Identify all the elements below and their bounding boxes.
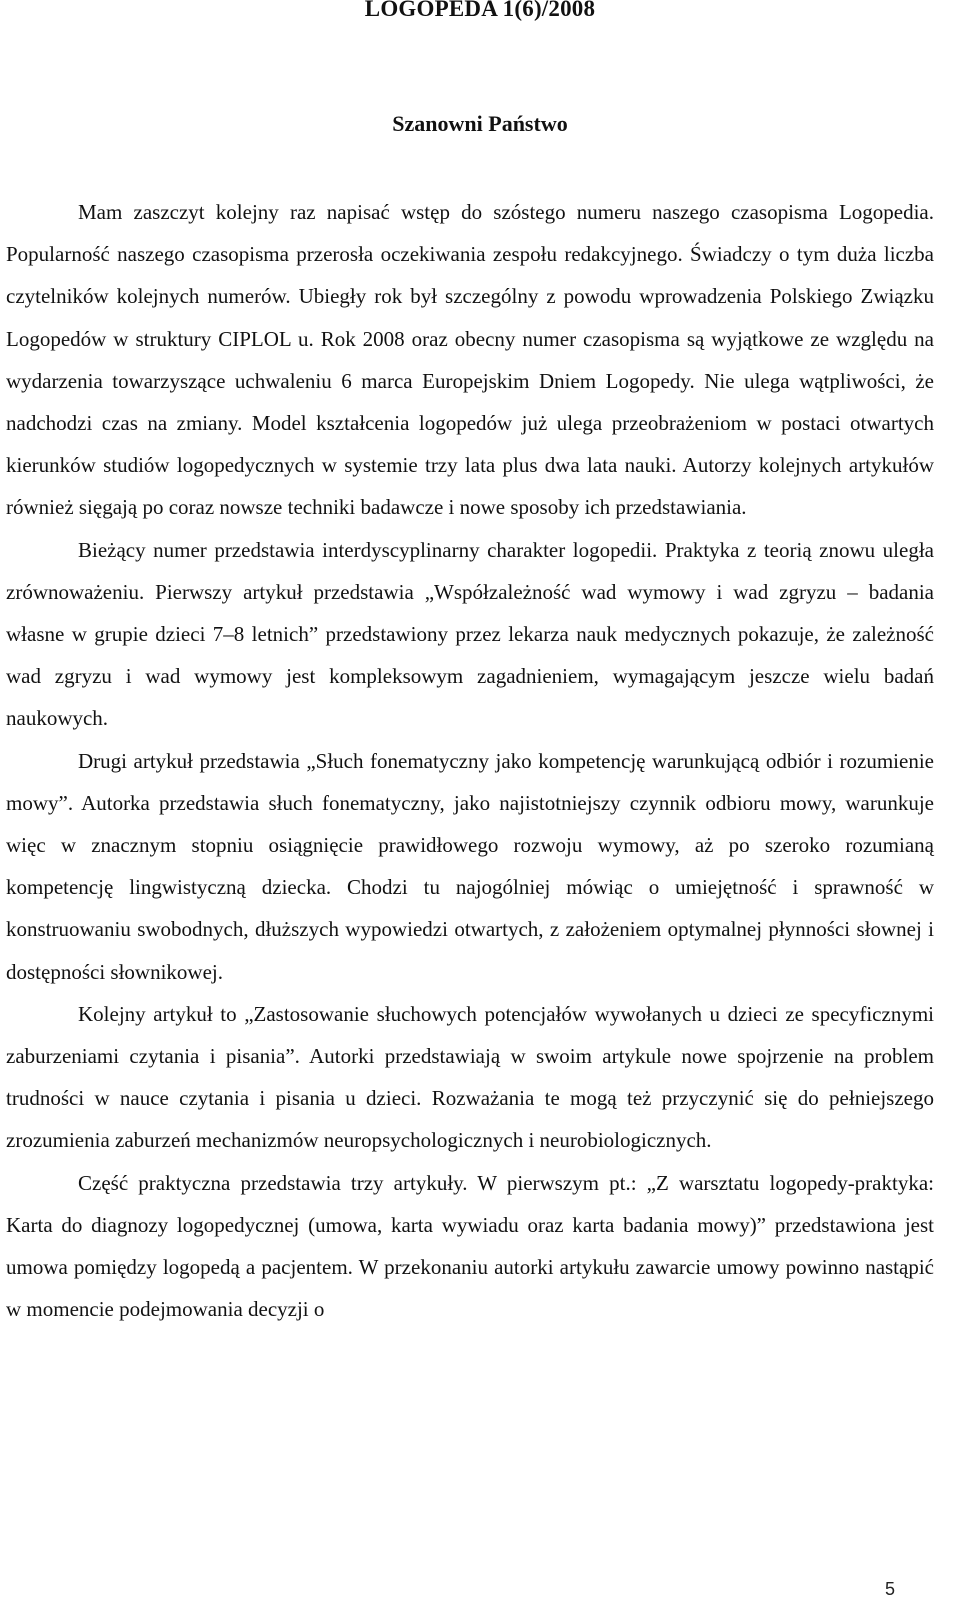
body-text [6,191,934,1330]
paragraph-second-article: Drugi artykuł przedstawia „Słuch fonematyczny jako kompetencję warunkującą odbiór i rozumienie mowy”. Autorka przedstawia słuch fonematyczny, jako najistotniejszy czynnik odbioru mowy, warunkuje więc w znacznym stopniu osiągnięcie prawidłowego rozwoju wymowy, aż po szeroko rozumianą kompetencję lingwistyczną dziecka. Chodzi tu najogólniej mówiąc o umiejętność i sprawność w konstruowaniu swobodnych, dłuższych wypowiedzi otwartych, z założeniem optymalnej płynności słownej i dostępności słownikowej. [6,748,934,984]
page-number: 5 [884,1579,895,1599]
paragraph-current-issue: Bieżący numer przedstawia interdyscyplinarny charakter logopedii. Praktyka z teorią znowu uległa zrównoważeniu. Pierwszy artykuł przedstawia „Współzależność wad wymowy i wad zgryzu – badania własne w grupie dzieci 7–8 letnich” przedstawiony przez lekarza nauk medycznych pokazuje, że zależność wad zgryzu i wad wymowy jest kompleksowym zagadnieniem, wymagającym jeszcze wielu badań naukowych. [6,537,934,731]
letter-title: Szanowni Państwo [392,111,568,136]
running-header: LOGOPEDA 1(6)/2008 [364,0,596,21]
paragraph-third-article: Kolejny artykuł to „Zastosowanie słuchowych potencjałów wywołanych u dzieci ze specyficznymi zaburzeniami czytania i pisania”. Autorki przedstawiają w swoim artykule nowe spojrzenie na problem trudności w nauce czytania i pisania u dzieci. Rozważania te mogą też przyczynić się do pełniejszego zrozumienia zaburzeń mechanizmów neuropsychologicznych i neurobiologicznych. [6,1001,934,1153]
paragraph-intro: Mam zaszczyt kolejny raz napisać wstęp do szóstego numeru naszego czasopisma Logopedia. Popularność naszego czasopisma przerosła oczekiwania zespołu redakcyjnego. Świadczy o tym duża liczba czytelników kolejnych numerów. Ubiegły rok był szczególny z powodu wprowadzenia Polskiego Związku Logopedów w struktury CIPLOL u. Rok 2008 oraz obecny numer czasopisma są wyjątkowe ze względu na wydarzenia towarzyszące uchwaleniu 6 marca Europejskim Dniem Logopedy. Nie ulega wątpliwości, że nadchodzi czas na zmiany. Model kształcenia logopedów już ulega przeobrażeniom w postaci otwartych kierunków studiów logopedycznych w systemie trzy lata plus dwa lata nauki. Autorzy kolejnych artykułów również sięgają po coraz nowsze techniki badawcze i nowe sposoby ich przedstawiania. [6,200,934,520]
paragraph-practical-part: Część praktyczna przedstawia trzy artykuły. W pierwszym pt.: „Z warsztatu logopedy-praktyka: Karta do diagnozy logopedycznej (umowa, karta wywiadu oraz karta badania mowy)” przedstawiona jest umowa pomiędzy logopedą a pacjentem. W przekonaniu autorki artykułu zawarcie umowy powinno nastąpić w momencie podejmowania decyzji o [6,1170,934,1322]
